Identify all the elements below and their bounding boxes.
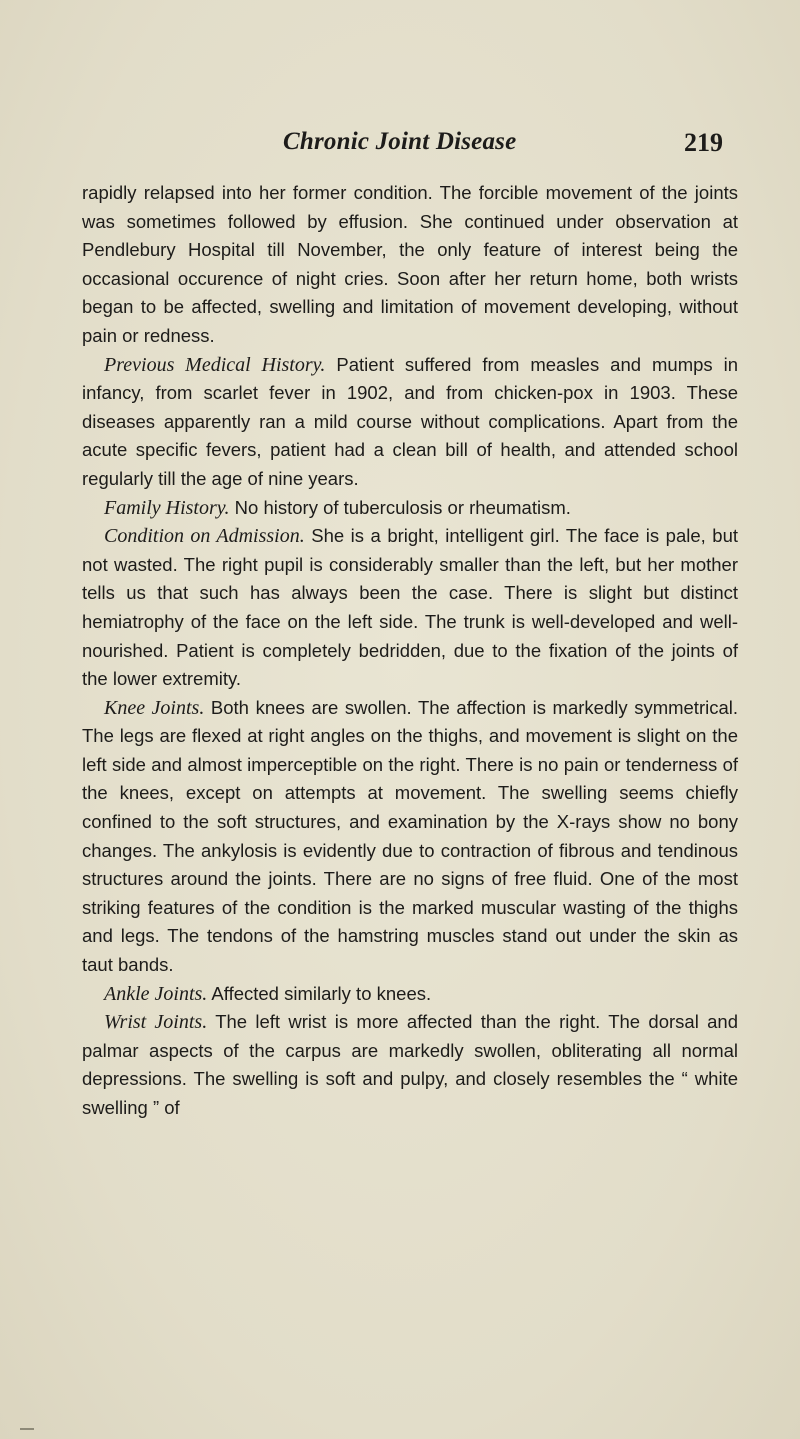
paragraph-text: Both knees are swollen. The affection is markedly symmetrical. The legs are flexed at right angles on the thighs, and movement is slight on the left side and almost imperceptible on the right. There is no pain or tenderness of the knees, except on attempts at movement. The swelling seems chiefly confined to the soft structures, and examination by the X-rays show no bony changes. The ankylosis is evidently due to contraction of fibrous and tendinous structures around the joints. There are no signs of free fluid. One of the most striking features of the condition is the marked muscular wasting of the thighs and legs. The tendons of the hamstring muscles stand out under the skin as taut bands. [82,696,738,976]
section-heading: Condition on Admission. [104,525,305,548]
body-text [82,179,738,1123]
paragraph-text: She is a bright, intelligent girl. The face is pale, but not wasted. The right pupil is considerably smaller than the left, but her mother tells us that such has always been the case. There is slight but distinct hemiatrophy of the face on the left side. The trunk is well-developed and well-nourished. Patient is completely bedridden, due to the fixation of the joints of the lower extremity. [82,525,738,690]
running-title: Chronic Joint Disease [283,128,517,155]
section-heading: Ankle Joints. [104,982,208,1005]
paragraph-text: No history of tuberculosis or rheumatism. [229,496,571,518]
paragraph-ankle-joints [82,980,738,1009]
paragraph-family-history [82,494,738,523]
section-heading: Wrist Joints. [104,1011,208,1034]
section-heading: Knee Joints. [104,696,205,719]
paragraph-text: Patient suffered from measles and mumps in infancy, from scarlet fever in 1902, and from chicken-pox in 1903. These diseases apparently ran a mild course without complications. Apart from the acute specific fevers, patient had a clean bill of health, and attended school regularly till the age of nine years. [82,353,738,489]
section-heading: Family History. [104,496,230,519]
paragraph-text: The left wrist is more affected than the right. The dorsal and palmar aspects of the carpus are markedly swollen, obliterating all normal depressions. The swelling is soft and pulpy, and closely resembles the “ white swelling ” of [82,1011,738,1118]
paragraph-condition-on-admission [82,522,738,694]
paragraph-previous-medical-history [82,351,738,494]
page-number: 219 [684,128,723,157]
paragraph-wrist-joints [82,1008,738,1122]
paragraph-continuation: rapidly relapsed into her former condition. The forcible movement of the joints was sometimes followed by effusion. She continued under observation at Pendlebury Hospital till November, the only feature of interest being the occasional occurence of night cries. Soon after her return home, both wrists began to be affected, swelling and limitation of movement developing, without pain or redness. [82,182,738,346]
paragraph-knee-joints [82,694,738,980]
scan-mark [20,1428,34,1430]
page-header [283,128,723,164]
section-heading: Previous Medical History. [104,353,326,376]
paragraph-text: Affected similarly to knees. [207,982,432,1004]
